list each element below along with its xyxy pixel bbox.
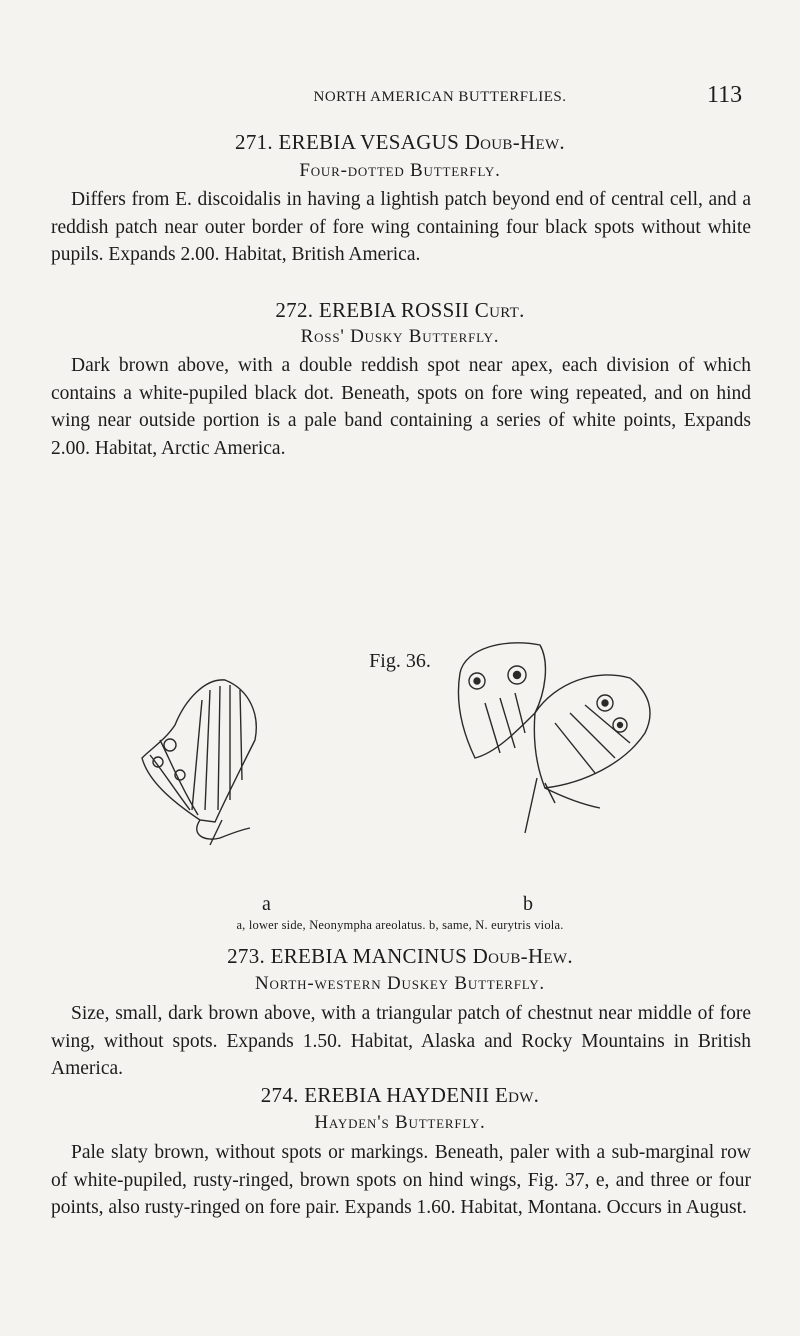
entry-title: 271. EREBIA VESAGUS bbox=[235, 130, 460, 154]
figure-letter-b: b bbox=[523, 893, 533, 915]
entry-heading-272 bbox=[0, 298, 800, 323]
entry-heading-271 bbox=[0, 130, 800, 155]
entry-title: 273. EREBIA MANCINUS bbox=[227, 944, 468, 968]
entry-author: Edw. bbox=[494, 1083, 540, 1107]
page-number: 113 bbox=[707, 82, 743, 108]
entry-title: 274. EREBIA HAYDENII bbox=[260, 1083, 490, 1107]
common-name-271: Four-dotted Butterfly. bbox=[299, 160, 501, 181]
common-name-272: Ross' Dusky Butterfly. bbox=[300, 326, 500, 347]
running-head: NORTH AMERICAN BUTTERFLIES. bbox=[313, 89, 567, 105]
entry-text-271: Differs from E. discoidalis in having a lightish patch beyond end of central cell, and a reddish patch near outer border of fore wing containing four black spots without white pupils. Expands 2.00. Habitat, British America. bbox=[51, 189, 751, 265]
figure-label: Fig. 36. bbox=[369, 650, 431, 672]
entry-author: Doub-Hew. bbox=[464, 130, 565, 154]
entry-heading-274 bbox=[0, 1083, 800, 1108]
entry-title: 272. EREBIA ROSSII bbox=[275, 298, 470, 322]
butterfly-illustration-b bbox=[445, 633, 660, 843]
entry-author: Doub-Hew. bbox=[472, 944, 573, 968]
entry-text-273: Size, small, dark brown above, with a triangular patch of chestnut near middle of fore wing, without spots. Expands 1.50. Habitat, Alaska and Rocky Mountains in British America. bbox=[51, 1003, 751, 1079]
common-name-274: Hayden's Butterfly. bbox=[314, 1112, 486, 1133]
entry-heading-273 bbox=[0, 944, 800, 969]
figure-letter-a: a bbox=[262, 893, 271, 915]
figure-caption: a, lower side, Neonympha areolatus. b, same, N. eurytris viola. bbox=[236, 918, 564, 932]
entry-text-272: Dark brown above, with a double reddish spot near apex, each division of which contains a white-pupiled black dot. Beneath, spots on fore wing repeated, and on hind wing near outside portion is a pale band containing a series of white points, Expands 2.00. Habitat, Arctic America. bbox=[51, 355, 751, 459]
entry-text-274: Pale slaty brown, without spots or markings. Beneath, paler with a sub-marginal row of white-pupiled, rusty-ringed, brown spots on hind wings, Fig. 37, e, and three or four points, also rusty-ringed on fore pair. Expands 1.60. Habitat, Montana. Occurs in August. bbox=[51, 1142, 751, 1218]
butterfly-illustration-a bbox=[130, 670, 270, 850]
entry-author: Curt. bbox=[474, 298, 525, 322]
common-name-273: North-western Duskey Butterfly. bbox=[255, 973, 545, 994]
